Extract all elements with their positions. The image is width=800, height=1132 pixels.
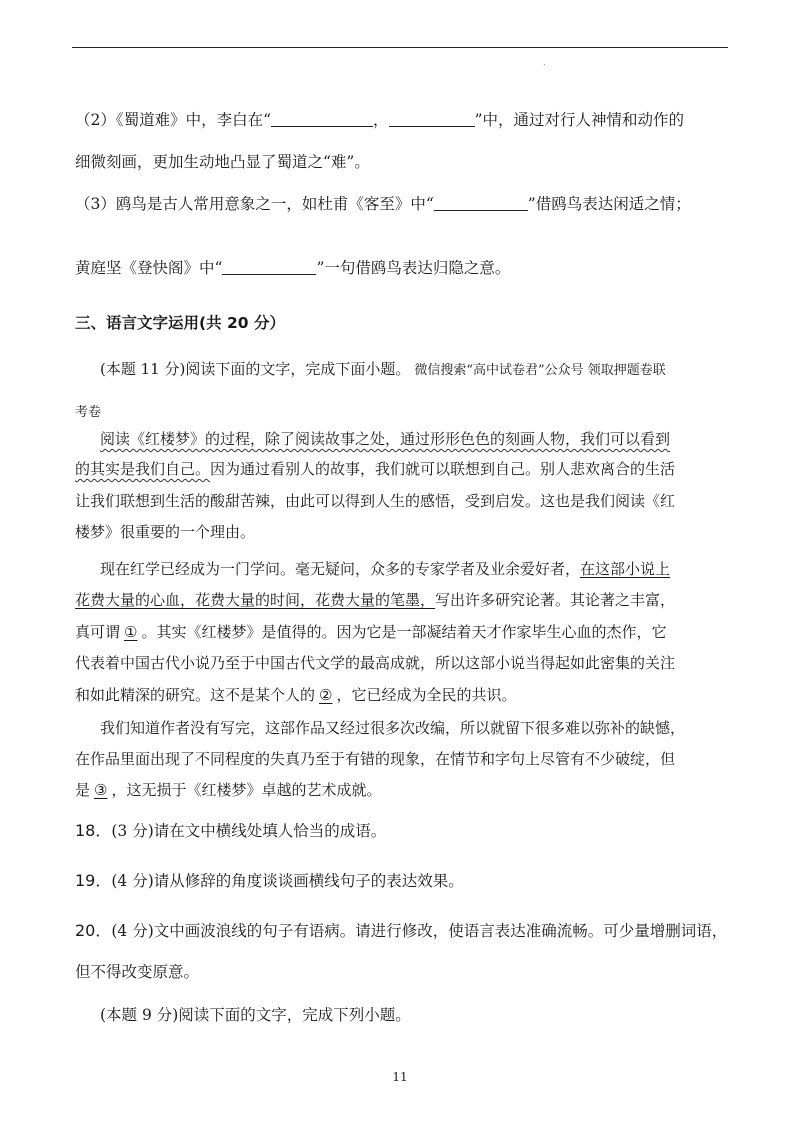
question-2-line-2: 细微刻画，更加生动地凸显了蜀道之“难”。 — [75, 153, 370, 171]
question-2-line-1: （2）《蜀道难》中，李白在“ ， ”中，通过对行人神情和动作的 — [75, 111, 684, 129]
question-3-line-2: 黄庭坚《登快阁》中“ ”一句借鸥鸟表达归隐之意。 — [75, 259, 511, 277]
header-rule — [72, 47, 728, 48]
passage-line: 现在红学已经成为一门学问。毫无疑问，众多的专家学者及业余爱好者，在这部小说上 — [100, 560, 671, 578]
passage-line: 代表着中国古代小说乃至于中国古代文学的最高成就，所以这部小说当得起如此密集的关注 — [75, 654, 676, 672]
passage-line: 和如此精深的研究。这不是某个人的 ② ，它已经成为全民的共识。 — [75, 686, 517, 704]
passage-line: 我们知道作者没有写完，这部作品又经过很多次改编，所以就留下很多难以弥补的缺憾， — [100, 719, 686, 737]
wavy-underlined-sentence: 的其实是我们自己。 — [75, 460, 211, 478]
page-number: 11 — [392, 1070, 408, 1084]
question-3-line-1: （3）鸥鸟是古人常用意象之一，如杜甫《客至》中“ ”借鸥鸟表达闲适之情； — [75, 195, 691, 213]
passage-intro-2: (本题 9 分)阅读下面的文字，完成下列小题。 — [100, 1006, 411, 1024]
answer-slot-2[interactable]: ② — [319, 686, 333, 704]
passage-line: 的其实是我们自己。因为通过看别人的故事，我们就可以联想到自己。别人悲欢离合的生活 — [75, 460, 676, 478]
underlined-sentence: 在这部小说上 — [580, 560, 671, 578]
question-number: 18． — [75, 821, 112, 840]
passage-line: 楼梦》很重要的一个理由。 — [75, 523, 256, 541]
passage-line: 花费大量的心血，花费大量的时间，花费大量的笔墨，写出许多研究论著。其论著之丰富， — [75, 591, 676, 609]
answer-slot-3[interactable]: ③ — [94, 781, 108, 799]
header-dot: . — [543, 58, 546, 67]
promo-text-cont: 考卷 — [75, 405, 102, 420]
fill-blank[interactable] — [389, 112, 475, 127]
wavy-underlined-sentence: 阅读《红楼梦》的过程，除了阅读故事之处，通过形形色色的刻画人物，我们可以看到 — [100, 430, 671, 448]
fill-blank[interactable] — [434, 196, 528, 211]
question-19: 19．(4 分)请从修辞的角度谈谈画横线句子的表达效果。 — [75, 871, 464, 890]
underlined-sentence: 花费大量的心血，花费大量的时间，花费大量的笔墨， — [75, 591, 436, 609]
question-18: 18．(3 分)请在文中横线处填人恰当的成语。 — [75, 821, 387, 840]
question-number: 19． — [75, 871, 112, 890]
question-20-cont: 但不得改变原意。 — [75, 963, 200, 981]
passage-line — [100, 428, 750, 449]
question-number: 20． — [75, 921, 112, 940]
fill-blank[interactable] — [271, 112, 373, 127]
section-heading: 三、语言文字运用(共 20 分） — [75, 314, 285, 332]
passage-line: 在作品里面出现了不同程度的失真乃至于有错的现象，在情节和字句上尽管有不少破绽，但 — [75, 750, 676, 768]
promo-text: 微信搜索“高中试卷君”公众号 领取押题卷联 — [414, 363, 666, 378]
passage-intro: (本题 11 分)阅读下面的文字，完成下面小题。 微信搜索“高中试卷君”公众号 领取押题卷联 — [100, 360, 666, 378]
fill-blank[interactable] — [222, 260, 316, 275]
passage-line: 真可谓 ① 。其实《红楼梦》是值得的。因为它是一部凝结着天才作家毕生心血的杰作，它 — [75, 623, 667, 641]
passage-line: 是 ③ ，这无损于《红楼梦》卓越的艺术成就。 — [75, 781, 382, 799]
passage-line: 让我们联想到生活的酸甜苦辣，由此可以得到人生的感悟，受到启发。这也是我们阅读《红 — [75, 492, 676, 510]
answer-slot-1[interactable]: ① — [124, 623, 138, 641]
question-20: 20．(4 分)文中画波浪线的句子有语病。请进行修改，使语言表达准确流畅。可少量增删词语， — [75, 921, 728, 940]
